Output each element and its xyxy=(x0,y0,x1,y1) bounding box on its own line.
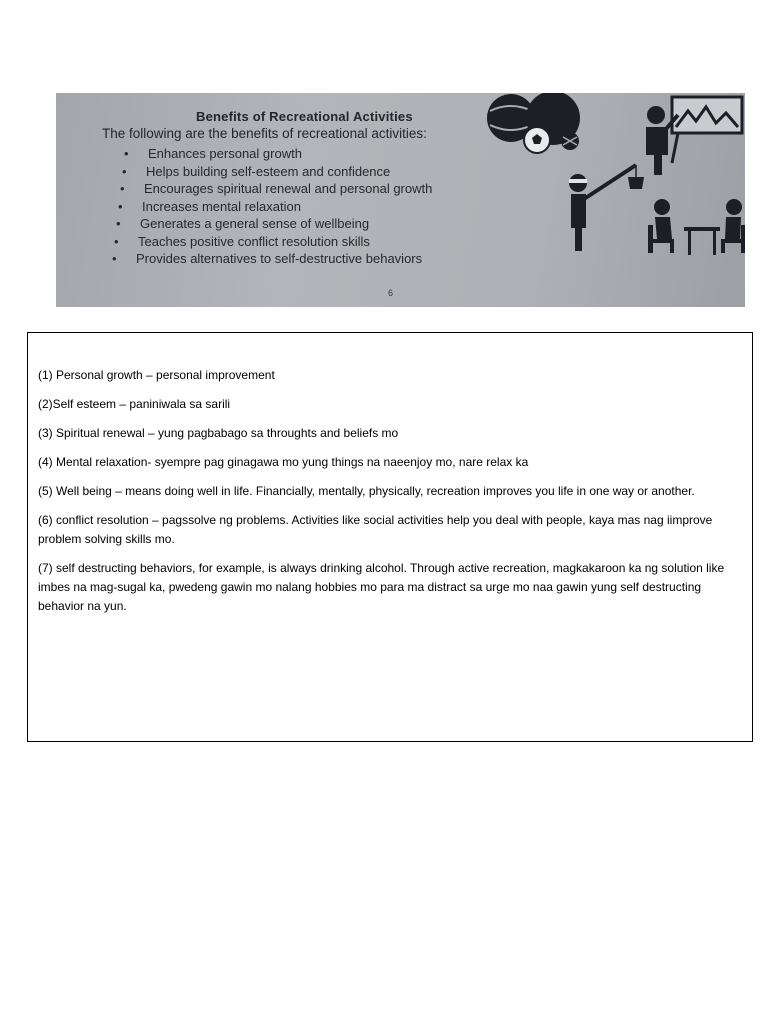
photo-intro: The following are the benefits of recreational activities: xyxy=(102,126,427,141)
page-number: 6 xyxy=(388,288,394,298)
people-at-table-icon xyxy=(648,199,745,255)
note-4: (4) Mental relaxation- syempre pag ginagawa mo yung things na naeenjoy mo, nare relax ka xyxy=(38,455,529,469)
list-item: • Provides alternatives to self-destructive behaviors xyxy=(112,250,432,268)
list-item: • Increases mental relaxation xyxy=(118,198,432,216)
benefits-list xyxy=(116,145,432,268)
note-1: (1) Personal growth – personal improvement xyxy=(38,368,275,382)
person-fishing-icon xyxy=(569,165,644,251)
list-item: • Helps building self-esteem and confidence xyxy=(122,163,432,181)
list-item: • Generates a general sense of wellbeing xyxy=(116,215,432,233)
notes-text xyxy=(38,366,744,626)
note-7: (7) self destructing behaviors, for example, is always drinking alcohol. Through active recreation, magkakaroon ka ng solution like imbes na mag-sugal ka, pwedeng gawin mo nalang hobbies mo para ma distract sa urge mo naa gawin yung self destructing behavior na yun. xyxy=(38,561,725,613)
list-item: • Teaches positive conflict resolution skills xyxy=(114,233,432,251)
notes-box xyxy=(27,332,753,742)
list-item: • Enhances personal growth xyxy=(124,145,432,163)
photo-title: Benefits of Recreational Activities xyxy=(196,109,413,124)
note-2: (2)Self esteem – paniniwala sa sarili xyxy=(38,397,231,411)
person-painting-icon xyxy=(646,97,742,175)
note-3: (3) Spiritual renewal – yung pagbabago sa throughts and beliefs mo xyxy=(38,426,399,440)
note-5: (5) Well being – means doing well in life. Financially, mentally, physically, recreation improves you life in one way or another. xyxy=(38,484,695,498)
sports-balls-icon xyxy=(487,93,580,153)
list-item: • Encourages spiritual renewal and personal growth xyxy=(120,180,432,198)
recreation-illustration xyxy=(476,93,745,307)
textbook-photo xyxy=(56,93,745,307)
note-6: (6) conflict resolution – pagssolve ng problems. Activities like social activities help you deal with people, kaya mas nag iimprove problem solving skills mo. xyxy=(38,513,713,546)
